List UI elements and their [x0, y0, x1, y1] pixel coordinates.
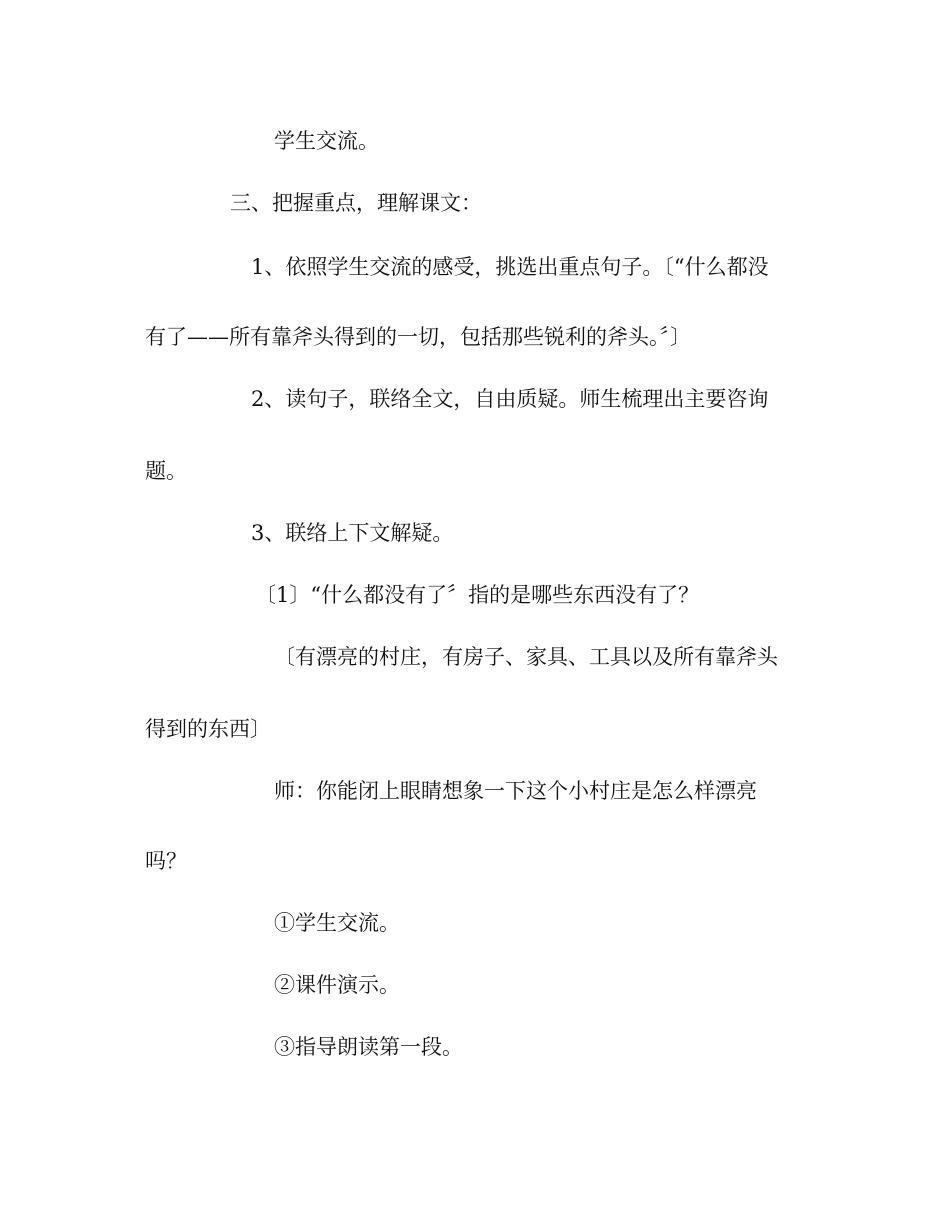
text-line-item-1: 1、依照学生交流的感受，挑选出重点句子。〔“什么都没 [251, 255, 769, 279]
text-line-item-3: 3、联络上下文解疑。 [251, 521, 454, 545]
text-line-item-2-continued: 题。 [145, 459, 187, 483]
text-line-answer-1: 〔有漂亮的村庄，有房子、家具、工具以及所有靠斧头 [274, 645, 778, 669]
text-line-step-1: ①学生交流。 [274, 911, 400, 935]
text-line-teacher-prompt-continued: 吗？ [145, 849, 187, 873]
section-heading-three: 三、把握重点，理解课文： [230, 191, 482, 215]
text-line-item-1-continued: 有了——所有靠斧头得到的一切，包括那些锐利的斧头。〞〕 [145, 325, 691, 349]
text-line-answer-1-continued: 得到的东西〕 [145, 717, 271, 741]
text-line-step-2: ②课件演示。 [274, 973, 400, 997]
text-line-step-3: ③指导朗读第一段。 [274, 1035, 463, 1059]
text-line-teacher-prompt: 师：你能闭上眼睛想象一下这个小村庄是怎么样漂亮 [274, 779, 757, 803]
text-line-question-1: 〔1〕“什么都没有了〞指的是哪些东西没有了？ [255, 583, 700, 607]
text-line-item-2: 2、读句子，联络全文，自由质疑。师生梳理出主要咨询 [251, 387, 769, 411]
text-line-student-exchange: 学生交流。 [274, 129, 379, 153]
